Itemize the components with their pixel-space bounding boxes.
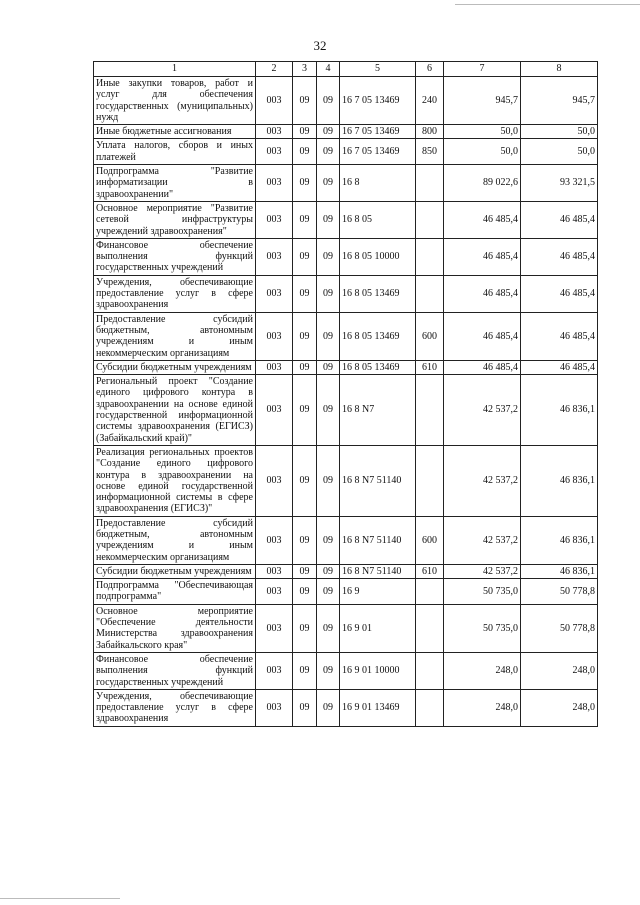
row-amount-year2: 93 321,5 bbox=[521, 165, 598, 202]
row-subsection: 09 bbox=[317, 516, 340, 564]
table-row bbox=[94, 275, 598, 312]
row-subsection: 09 bbox=[317, 445, 340, 516]
row-section: 09 bbox=[293, 579, 317, 605]
row-admin-code: 003 bbox=[256, 604, 293, 652]
row-admin-code: 003 bbox=[256, 275, 293, 312]
row-amount-year1: 46 485,4 bbox=[444, 275, 521, 312]
row-amount-year2: 46 485,4 bbox=[521, 238, 598, 275]
row-target-code: 16 9 bbox=[340, 579, 416, 605]
budget-table bbox=[93, 61, 598, 727]
row-target-code: 16 8 05 bbox=[340, 201, 416, 238]
row-subsection: 09 bbox=[317, 564, 340, 578]
row-admin-code: 003 bbox=[256, 360, 293, 374]
table-row bbox=[94, 238, 598, 275]
row-subsection: 09 bbox=[317, 579, 340, 605]
row-name: Финансовое обеспечение выполнения функций государственных учреждений bbox=[94, 238, 256, 275]
row-admin-code: 003 bbox=[256, 238, 293, 275]
row-section: 09 bbox=[293, 652, 317, 689]
row-amount-year1: 50,0 bbox=[444, 139, 521, 165]
header-cell: 3 bbox=[293, 62, 317, 77]
row-subsection: 09 bbox=[317, 165, 340, 202]
header-cell: 1 bbox=[94, 62, 256, 77]
row-section: 09 bbox=[293, 238, 317, 275]
row-expense-type: 610 bbox=[416, 360, 444, 374]
row-amount-year1: 248,0 bbox=[444, 652, 521, 689]
row-amount-year1: 46 485,4 bbox=[444, 360, 521, 374]
row-amount-year1: 248,0 bbox=[444, 689, 521, 726]
row-expense-type bbox=[416, 165, 444, 202]
row-name: Субсидии бюджетным учреждениям bbox=[94, 360, 256, 374]
row-amount-year1: 42 537,2 bbox=[444, 375, 521, 446]
row-section: 09 bbox=[293, 125, 317, 139]
row-expense-type: 600 bbox=[416, 516, 444, 564]
row-name: Субсидии бюджетным учреждениям bbox=[94, 564, 256, 578]
row-amount-year2: 50,0 bbox=[521, 139, 598, 165]
row-target-code: 16 7 05 13469 bbox=[340, 125, 416, 139]
row-section: 09 bbox=[293, 312, 317, 360]
row-target-code: 16 9 01 10000 bbox=[340, 652, 416, 689]
row-amount-year1: 42 537,2 bbox=[444, 516, 521, 564]
table-row bbox=[94, 579, 598, 605]
table-row bbox=[94, 125, 598, 139]
row-expense-type bbox=[416, 375, 444, 446]
row-admin-code: 003 bbox=[256, 77, 293, 125]
row-amount-year2: 46 485,4 bbox=[521, 275, 598, 312]
row-subsection: 09 bbox=[317, 139, 340, 165]
row-name: Региональный проект "Создание единого цифрового контура в здравоохранении на основе единой государственной информационной системы здравоохранения (ЕГИСЗ) (Забайкальский край)" bbox=[94, 375, 256, 446]
row-target-code: 16 8 bbox=[340, 165, 416, 202]
row-name: Подпрограмма "Развитие информатизации в здравоохранении" bbox=[94, 165, 256, 202]
row-section: 09 bbox=[293, 516, 317, 564]
row-name: Финансовое обеспечение выполнения функций государственных учреждений bbox=[94, 652, 256, 689]
row-section: 09 bbox=[293, 604, 317, 652]
row-admin-code: 003 bbox=[256, 564, 293, 578]
row-amount-year1: 50 735,0 bbox=[444, 579, 521, 605]
row-name: Учреждения, обеспечивающие предоставление услуг в сфере здравоохранения bbox=[94, 689, 256, 726]
header-cell: 6 bbox=[416, 62, 444, 77]
row-subsection: 09 bbox=[317, 652, 340, 689]
row-amount-year1: 50 735,0 bbox=[444, 604, 521, 652]
row-name: Предоставление субсидий бюджетным, автономным учреждениям и иным некоммерческим организациям bbox=[94, 516, 256, 564]
row-subsection: 09 bbox=[317, 689, 340, 726]
row-amount-year1: 89 022,6 bbox=[444, 165, 521, 202]
page-number: 32 bbox=[313, 38, 327, 53]
row-subsection: 09 bbox=[317, 604, 340, 652]
table-row bbox=[94, 516, 598, 564]
row-target-code: 16 7 05 13469 bbox=[340, 139, 416, 165]
table-row bbox=[94, 564, 598, 578]
table-row bbox=[94, 604, 598, 652]
row-subsection: 09 bbox=[317, 375, 340, 446]
header-cell: 8 bbox=[521, 62, 598, 77]
row-amount-year2: 50 778,8 bbox=[521, 579, 598, 605]
row-target-code: 16 8 05 10000 bbox=[340, 238, 416, 275]
row-expense-type: 610 bbox=[416, 564, 444, 578]
row-target-code: 16 7 05 13469 bbox=[340, 77, 416, 125]
row-subsection: 09 bbox=[317, 360, 340, 374]
row-subsection: 09 bbox=[317, 201, 340, 238]
table-row bbox=[94, 165, 598, 202]
row-amount-year2: 50,0 bbox=[521, 125, 598, 139]
scan-edge-bottom bbox=[0, 898, 120, 899]
row-target-code: 16 8 05 13469 bbox=[340, 360, 416, 374]
row-section: 09 bbox=[293, 201, 317, 238]
row-section: 09 bbox=[293, 139, 317, 165]
row-expense-type: 600 bbox=[416, 312, 444, 360]
row-name: Реализация региональных проектов "Создание единого цифрового контура в здравоохранении на основе единой государственной информационной системы в сфере здравоохранения (ЕГИСЗ)" bbox=[94, 445, 256, 516]
row-amount-year2: 46 485,4 bbox=[521, 312, 598, 360]
row-admin-code: 003 bbox=[256, 579, 293, 605]
row-name: Подпрограмма "Обеспечивающая подпрограмма" bbox=[94, 579, 256, 605]
row-amount-year1: 42 537,2 bbox=[444, 445, 521, 516]
row-admin-code: 003 bbox=[256, 516, 293, 564]
row-amount-year2: 50 778,8 bbox=[521, 604, 598, 652]
row-subsection: 09 bbox=[317, 77, 340, 125]
row-target-code: 16 8 N7 bbox=[340, 375, 416, 446]
row-amount-year1: 50,0 bbox=[444, 125, 521, 139]
row-amount-year2: 248,0 bbox=[521, 689, 598, 726]
row-subsection: 09 bbox=[317, 238, 340, 275]
table-row bbox=[94, 312, 598, 360]
header-cell: 4 bbox=[317, 62, 340, 77]
row-target-code: 16 8 05 13469 bbox=[340, 275, 416, 312]
row-expense-type: 800 bbox=[416, 125, 444, 139]
row-admin-code: 003 bbox=[256, 375, 293, 446]
row-section: 09 bbox=[293, 375, 317, 446]
row-admin-code: 003 bbox=[256, 201, 293, 238]
table-row bbox=[94, 201, 598, 238]
header-cell: 2 bbox=[256, 62, 293, 77]
row-admin-code: 003 bbox=[256, 125, 293, 139]
row-admin-code: 003 bbox=[256, 165, 293, 202]
row-amount-year1: 46 485,4 bbox=[444, 312, 521, 360]
row-expense-type: 240 bbox=[416, 77, 444, 125]
row-admin-code: 003 bbox=[256, 689, 293, 726]
row-expense-type bbox=[416, 652, 444, 689]
table-row bbox=[94, 360, 598, 374]
row-section: 09 bbox=[293, 445, 317, 516]
row-target-code: 16 8 N7 51140 bbox=[340, 445, 416, 516]
row-section: 09 bbox=[293, 689, 317, 726]
row-expense-type bbox=[416, 604, 444, 652]
row-name: Основное мероприятие "Обеспечение деятельности Министерства здравоохранения Забайкальского края" bbox=[94, 604, 256, 652]
row-expense-type bbox=[416, 689, 444, 726]
row-target-code: 16 9 01 13469 bbox=[340, 689, 416, 726]
table-row bbox=[94, 77, 598, 125]
table-row bbox=[94, 445, 598, 516]
row-target-code: 16 8 N7 51140 bbox=[340, 516, 416, 564]
row-section: 09 bbox=[293, 360, 317, 374]
row-target-code: 16 9 01 bbox=[340, 604, 416, 652]
row-expense-type: 850 bbox=[416, 139, 444, 165]
row-amount-year2: 46 485,4 bbox=[521, 360, 598, 374]
row-subsection: 09 bbox=[317, 125, 340, 139]
row-amount-year2: 46 485,4 bbox=[521, 201, 598, 238]
header-cell: 7 bbox=[444, 62, 521, 77]
row-admin-code: 003 bbox=[256, 445, 293, 516]
row-admin-code: 003 bbox=[256, 652, 293, 689]
row-name: Учреждения, обеспечивающие предоставление услуг в сфере здравоохранения bbox=[94, 275, 256, 312]
row-amount-year1: 945,7 bbox=[444, 77, 521, 125]
row-amount-year2: 945,7 bbox=[521, 77, 598, 125]
row-amount-year2: 46 836,1 bbox=[521, 375, 598, 446]
table-row bbox=[94, 652, 598, 689]
row-amount-year1: 46 485,4 bbox=[444, 238, 521, 275]
row-section: 09 bbox=[293, 77, 317, 125]
row-expense-type bbox=[416, 445, 444, 516]
row-target-code: 16 8 N7 51140 bbox=[340, 564, 416, 578]
scan-edge-top bbox=[455, 4, 640, 5]
row-amount-year1: 42 537,2 bbox=[444, 564, 521, 578]
row-subsection: 09 bbox=[317, 312, 340, 360]
row-expense-type bbox=[416, 275, 444, 312]
row-name: Основное мероприятие "Развитие сетевой инфраструктуры учреждений здравоохранения" bbox=[94, 201, 256, 238]
row-name: Предоставление субсидий бюджетным, автономным учреждениям и иным некоммерческим организациям bbox=[94, 312, 256, 360]
row-name: Иные закупки товаров, работ и услуг для обеспечения государственных (муниципальных) нужд bbox=[94, 77, 256, 125]
row-target-code: 16 8 05 13469 bbox=[340, 312, 416, 360]
row-section: 09 bbox=[293, 165, 317, 202]
row-name: Уплата налогов, сборов и иных платежей bbox=[94, 139, 256, 165]
row-section: 09 bbox=[293, 275, 317, 312]
row-expense-type bbox=[416, 579, 444, 605]
row-expense-type bbox=[416, 201, 444, 238]
row-amount-year2: 248,0 bbox=[521, 652, 598, 689]
header-row bbox=[94, 62, 598, 77]
row-name: Иные бюджетные ассигнования bbox=[94, 125, 256, 139]
table-row bbox=[94, 139, 598, 165]
table-row bbox=[94, 375, 598, 446]
header-cell: 5 bbox=[340, 62, 416, 77]
row-section: 09 bbox=[293, 564, 317, 578]
row-amount-year2: 46 836,1 bbox=[521, 516, 598, 564]
row-subsection: 09 bbox=[317, 275, 340, 312]
row-amount-year1: 46 485,4 bbox=[444, 201, 521, 238]
table-row bbox=[94, 689, 598, 726]
row-amount-year2: 46 836,1 bbox=[521, 564, 598, 578]
row-admin-code: 003 bbox=[256, 139, 293, 165]
row-amount-year2: 46 836,1 bbox=[521, 445, 598, 516]
row-admin-code: 003 bbox=[256, 312, 293, 360]
row-expense-type bbox=[416, 238, 444, 275]
